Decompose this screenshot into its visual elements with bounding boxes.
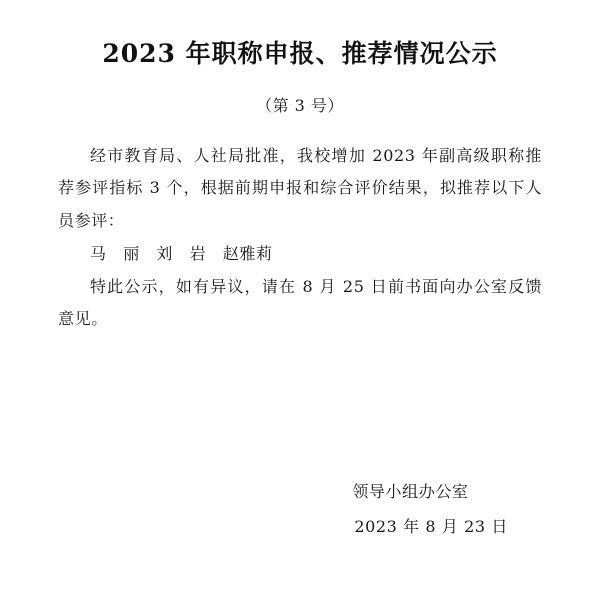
document-body bbox=[58, 140, 542, 337]
paragraph-intro: 经市教育局、人社局批准，我校增加 2023 年副高级职称推荐参评指标 3 个，根据前期申报和综合评价结果，拟推荐以下人员参评： bbox=[58, 145, 542, 231]
signature-date: 2023 年 8 月 23 日 bbox=[354, 516, 508, 536]
document-page bbox=[0, 38, 600, 606]
document-number: （第 3 号） bbox=[256, 95, 344, 115]
paragraph-notice: 特此公示，如有异议，请在 8 月 25 日前书面向办公室反馈意见。 bbox=[58, 276, 542, 329]
nominee-name-list: 马 丽 刘 岩 赵雅莉 bbox=[90, 243, 273, 263]
signature-block bbox=[352, 474, 508, 544]
page-title: 2023 年职称申报、推荐情况公示 bbox=[102, 39, 498, 68]
signature-office: 领导小组办公室 bbox=[352, 481, 469, 501]
